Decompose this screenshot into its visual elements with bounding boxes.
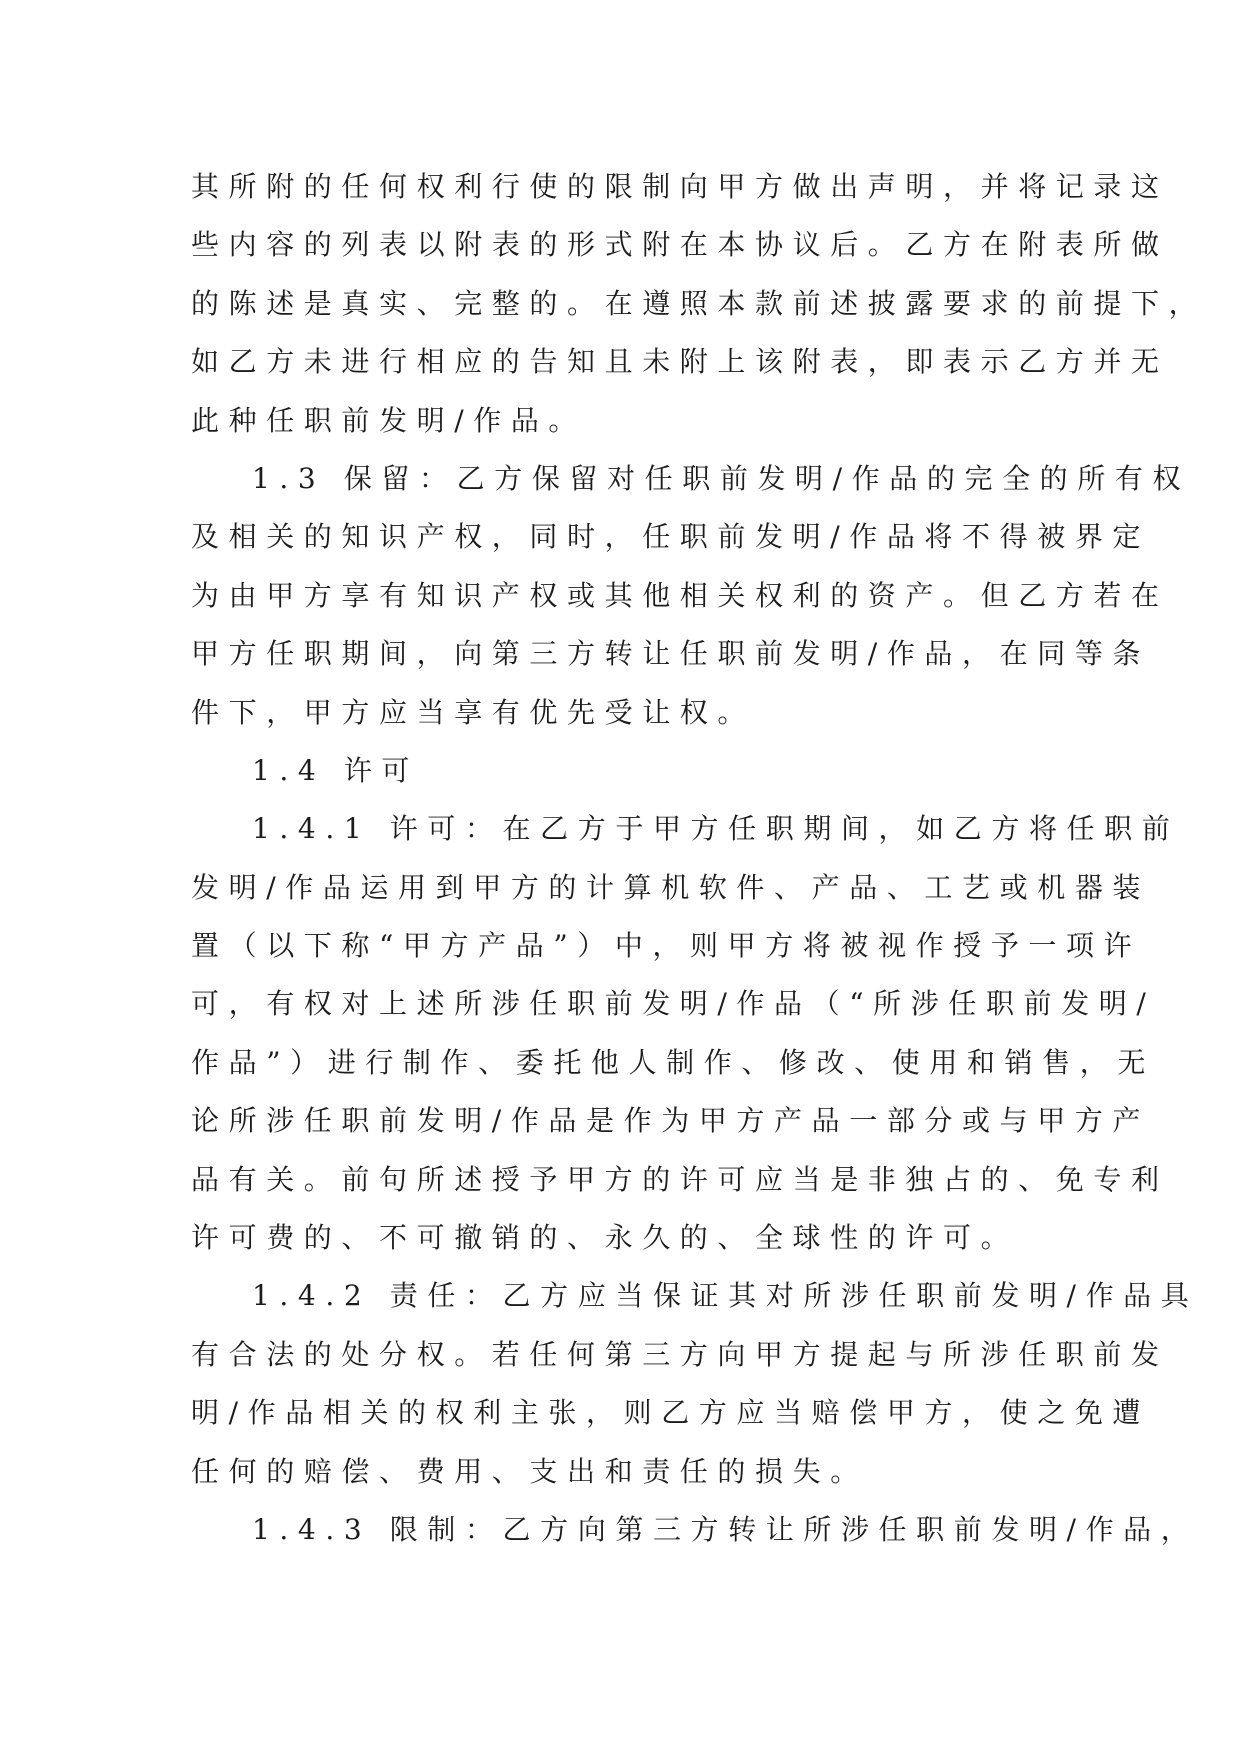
text-line: 明/作品相关的权利主张，则乙方应当赔偿甲方，使之免遭 [191,1396,1151,1430]
text-line: 1.4.1 许可：在乙方于甲方任职期间，如乙方将任职前 [252,812,1180,846]
text-line: 如乙方未进行相应的告知且未附上该附表，即表示乙方并无 [191,345,1169,379]
text-line: 任何的赔偿、费用、支出和责任的损失。 [191,1454,868,1488]
text-line: 1.4.2 责任：乙方应当保证其对所涉任职前发明/作品具 [252,1279,1199,1313]
text-line: 1.4 许可 [252,753,420,787]
text-line: 发明/作品运用到甲方的计算机软件、产品、工艺或机器装 [191,870,1151,904]
text-line: 此种任职前发明/作品。 [191,403,587,437]
text-line: 的陈述是真实、完整的。在遵照本款前述披露要求的前提下， [191,286,1207,320]
text-line: 品有关。前句所述授予甲方的许可应当是非独占的、免专利 [191,1162,1169,1196]
text-line: 其所附的任何权利行使的限制向甲方做出声明，并将记录这 [191,170,1169,203]
text-line: 1.3 保留：乙方保留对任职前发明/作品的完全的所有权 [252,461,1191,495]
body-text [191,158,1207,1559]
text-line: 件下，甲方应当享有优先受让权。 [191,695,756,729]
text-line: 1.4.3 限制：乙方向第三方转让所涉任职前发明/作品， [252,1512,1199,1546]
text-line: 作品”）进行制作、委托他人制作、修改、使用和销售，无 [191,1045,1155,1079]
text-line: 甲方任职期间，向第三方转让任职前发明/作品，在同等条 [191,637,1151,671]
text-line: 可，有权对上述所涉任职前发明/作品（“所涉任职前发明/ [191,987,1156,1021]
text-line: 论所涉任职前发明/作品是作为甲方产品一部分或与甲方产 [191,1104,1151,1138]
text-line: 及相关的知识产权，同时，任职前发明/作品将不得被界定 [191,520,1151,554]
text-line: 置（以下称“甲方产品”）中，则甲方将被视作授予一项许 [191,929,1142,963]
text-line: 许可费的、不可撤销的、永久的、全球性的许可。 [191,1221,1019,1255]
text-line: 为由甲方享有知识产权或其他相关权利的资产。但乙方若在 [191,578,1169,612]
text-line: 有合法的处分权。若任何第三方向甲方提起与所涉任职前发 [191,1337,1169,1371]
text-line: 些内容的列表以附表的形式附在本协议后。乙方在附表所做 [191,228,1169,262]
